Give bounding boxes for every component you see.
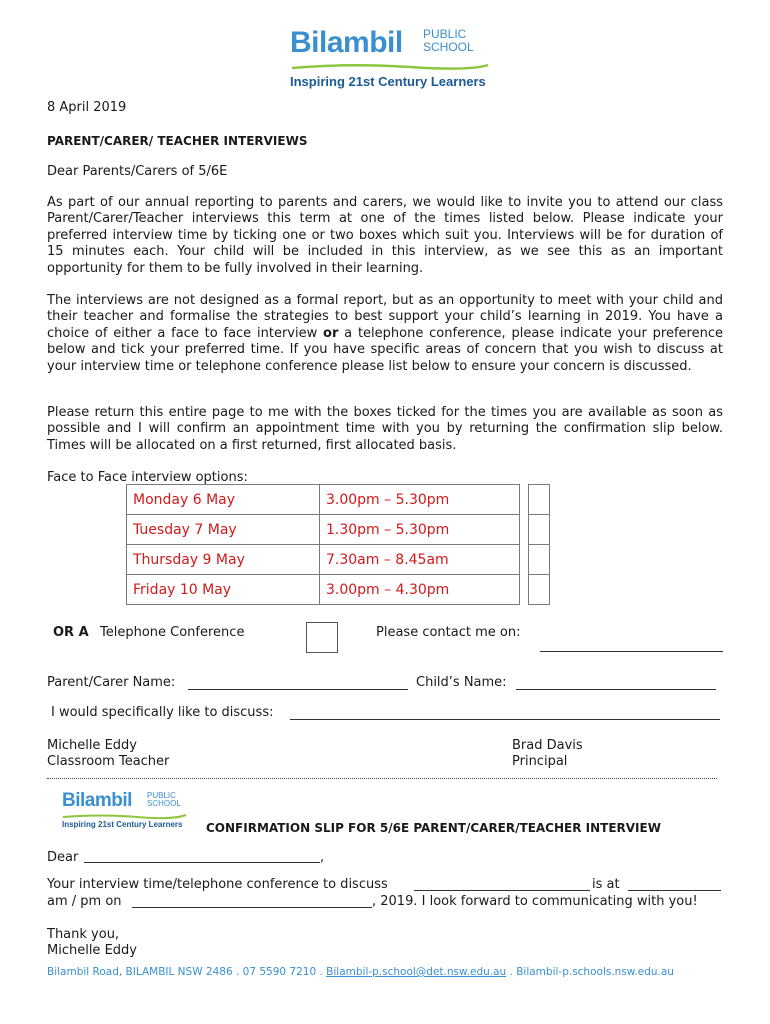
slip-dear-comma: , — [320, 850, 325, 865]
parent-name-field[interactable] — [188, 689, 408, 690]
table-row — [127, 515, 550, 545]
footer — [47, 966, 674, 978]
slip-time-field[interactable] — [628, 890, 721, 891]
logo-swoosh-icon — [290, 62, 490, 72]
telephone-checkbox[interactable] — [306, 622, 338, 653]
footer-email-link[interactable]: Bilambil-p.school@det.nsw.edu.au — [326, 966, 507, 978]
logo-public-text: PUBLIC — [423, 27, 467, 41]
logo-school-text: SCHOOL — [423, 40, 474, 54]
slip-line1-b: is at — [592, 877, 620, 892]
table-spacer — [520, 545, 529, 575]
footer-address: Bilambil Road, BILAMBIL NSW 2486 . 07 5590 7210 . — [47, 966, 327, 978]
telephone-label: Telephone Conference — [100, 625, 245, 640]
schedule-time: 3.00pm – 4.30pm — [320, 575, 520, 605]
discuss-field[interactable] — [290, 719, 720, 720]
table-row — [127, 485, 550, 515]
letter-heading: PARENT/CARER/ TEACHER INTERVIEWS — [47, 134, 308, 148]
slip-line2-a: am / pm on — [47, 894, 122, 909]
slip-dear-field[interactable] — [84, 862, 320, 863]
table-spacer — [520, 575, 529, 605]
schedule-time: 7.30am – 8.45am — [320, 545, 520, 575]
slip-title: CONFIRMATION SLIP FOR 5/6E PARENT/CARER/TEACHER INTERVIEW — [206, 821, 661, 835]
schedule-checkbox[interactable] — [529, 485, 550, 515]
logo-name: Bilambil — [62, 790, 132, 811]
child-name-field[interactable] — [516, 689, 716, 690]
options-label: Face to Face interview options: — [47, 470, 248, 485]
slip-signoff: Michelle Eddy — [47, 943, 137, 958]
schedule-day: Friday 10 May — [127, 575, 320, 605]
school-logo-small — [62, 788, 197, 834]
table-row — [127, 545, 550, 575]
footer-website: . Bilambil-p.schools.nsw.edu.au — [506, 966, 674, 978]
discuss-label: I would specifically like to discuss: — [51, 705, 274, 720]
paragraph-details-part2: a telephone conference, please indicate your preference below and tick your preferred time. If you have specific areas of concern that you wish to discuss at your interview time or telephone conference please list below to ensure your concern is discussed. — [47, 325, 723, 374]
logo-public-school — [147, 792, 181, 808]
logo-public-school — [423, 28, 474, 54]
teacher-name: Michelle Eddy — [47, 738, 137, 753]
logo-tagline: Inspiring 21st Century Learners — [62, 820, 183, 829]
schedule-time: 1.30pm – 5.30pm — [320, 515, 520, 545]
teacher-role: Classroom Teacher — [47, 754, 170, 769]
logo-tagline: Inspiring 21st Century Learners — [290, 74, 486, 89]
logo-school-text: SCHOOL — [147, 799, 181, 808]
schedule-checkbox[interactable] — [529, 515, 550, 545]
principal-name: Brad Davis — [512, 738, 583, 753]
table-spacer — [520, 485, 529, 515]
schedule-day: Tuesday 7 May — [127, 515, 320, 545]
principal-role: Principal — [512, 754, 568, 769]
slip-line2-b: , 2019. I look forward to communicating with you! — [372, 894, 698, 909]
school-logo — [290, 22, 510, 92]
child-name-label: Child’s Name: — [416, 675, 507, 690]
table-spacer — [520, 515, 529, 545]
contact-label: Please contact me on: — [376, 625, 521, 640]
slip-thanks: Thank you, — [47, 927, 120, 942]
logo-swoosh-icon — [62, 813, 187, 820]
schedule-table — [126, 484, 550, 605]
slip-line1-a: Your interview time/telephone conference to discuss — [47, 877, 388, 892]
paragraph-intro: As part of our annual reporting to parents and carers, we would like to invite you to attend our class Parent/Carer/Teacher interviews this term at one of the times listed below. Please indicate your preferred interview time by ticking one or two boxes which suit you. Interviews will be for duration of 15 minutes each. Your child will be included in this interview, as we see this as an important opportunity for them to be fully involved in their learning. — [47, 195, 723, 276]
paragraph-details — [47, 293, 723, 375]
letter-salutation: Dear Parents/Carers of 5/6E — [47, 164, 228, 179]
contact-field[interactable] — [540, 651, 723, 652]
slip-date-field[interactable] — [132, 907, 372, 908]
slip-dear: Dear — [47, 850, 79, 865]
paragraph-details-or: or — [323, 325, 339, 341]
letter-date: 8 April 2019 — [47, 100, 127, 115]
cut-line — [47, 778, 717, 779]
parent-name-label: Parent/Carer Name: — [47, 675, 176, 690]
logo-public-text: PUBLIC — [147, 791, 176, 800]
schedule-day: Monday 6 May — [127, 485, 320, 515]
or-a-label: OR A — [53, 625, 89, 640]
schedule-time: 3.00pm – 5.30pm — [320, 485, 520, 515]
logo-name: Bilambil — [290, 26, 403, 59]
schedule-checkbox[interactable] — [529, 575, 550, 605]
paragraph-return: Please return this entire page to me with the boxes ticked for the times you are available as soon as possible and I will confirm an appointment time with you by returning the confirmation slip below. Times will be allocated on a first returned, first allocated basis. — [47, 405, 723, 453]
schedule-day: Thursday 9 May — [127, 545, 320, 575]
schedule-checkbox[interactable] — [529, 545, 550, 575]
slip-discuss-field[interactable] — [414, 890, 590, 891]
paragraph-details-part1: The interviews are not designed as a formal report, but as an opportunity to meet with your child and their teacher and formalise the strategies to best support your child’s learning in 2019. You have a choice of either a face to face interview — [47, 293, 723, 341]
table-row — [127, 575, 550, 605]
